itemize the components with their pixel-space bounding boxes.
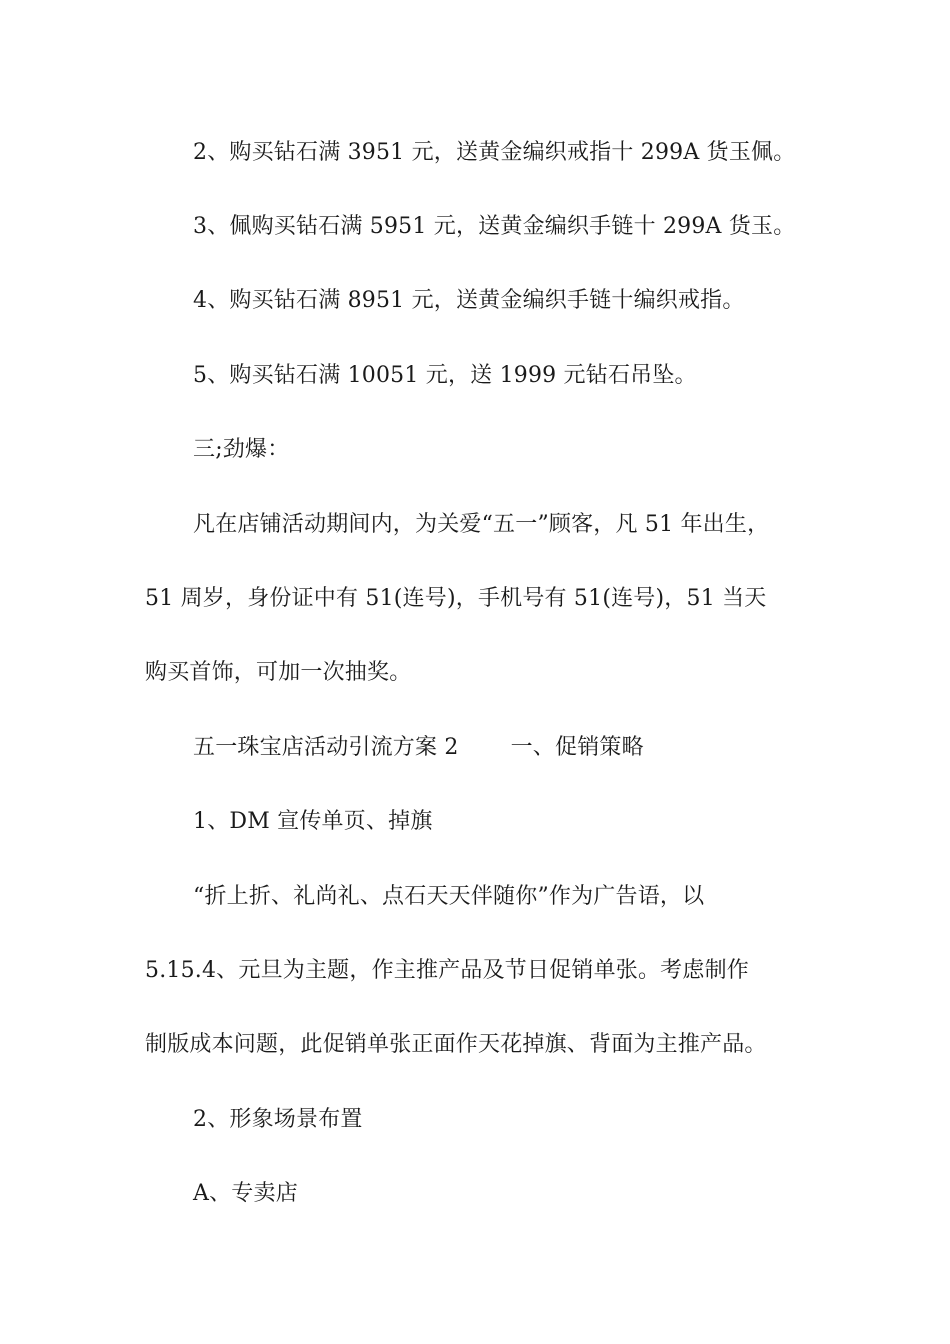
plan-title: 五一珠宝店活动引流方案 2 <box>193 735 459 760</box>
paragraph-lottery-line-1: 凡在店铺活动期间内，为关爱“五一”顾客，凡 51 年出生， <box>193 512 770 537</box>
paragraph-slogan-line-2: 5.15.4、元旦为主题，作主推产品及节日促销单张。考虑制作 <box>145 958 749 983</box>
paragraph-lottery-line-2: 51 周岁，身份证中有 51(连号)，手机号有 51(连号)，51 当天 <box>145 586 767 611</box>
paragraph-slogan-line-3: 制版成本问题，此促销单张正面作天花掉旗、背面为主推产品。 <box>145 1032 767 1057</box>
paragraph-lottery-line-3: 购买首饰，可加一次抽奖。 <box>145 660 412 685</box>
paragraph-gift-3951: 2、购买钻石满 3951 元，送黄金编织戒指十 299A 货玉佩。 <box>193 140 796 165</box>
paragraph-gift-8951: 4、购买钻石满 8951 元，送黄金编织手链十编织戒指。 <box>193 288 745 313</box>
paragraph-slogan-line-1: “折上折、礼尚礼、点石天天伴随你”作为广告语，以 <box>193 884 705 909</box>
paragraph-gift-10051: 5、购买钻石满 10051 元，送 1999 元钻石吊坠。 <box>193 363 697 388</box>
subheading-dm-flyer: 1、DM 宣传单页、掉旗 <box>193 809 433 834</box>
subheading-scene-layout: 2、形象场景布置 <box>193 1107 363 1132</box>
plan-title-line <box>193 733 873 763</box>
paragraph-gift-5951: 3、佩购买钻石满 5951 元，送黄金编织手链十 299A 货玉。 <box>193 214 796 239</box>
section-heading-promotion-strategy: 一、促销策略 <box>510 735 644 760</box>
subheading-flagship-store: A、专卖店 <box>193 1181 298 1206</box>
section-heading-explosive: 三;劲爆： <box>193 437 290 462</box>
